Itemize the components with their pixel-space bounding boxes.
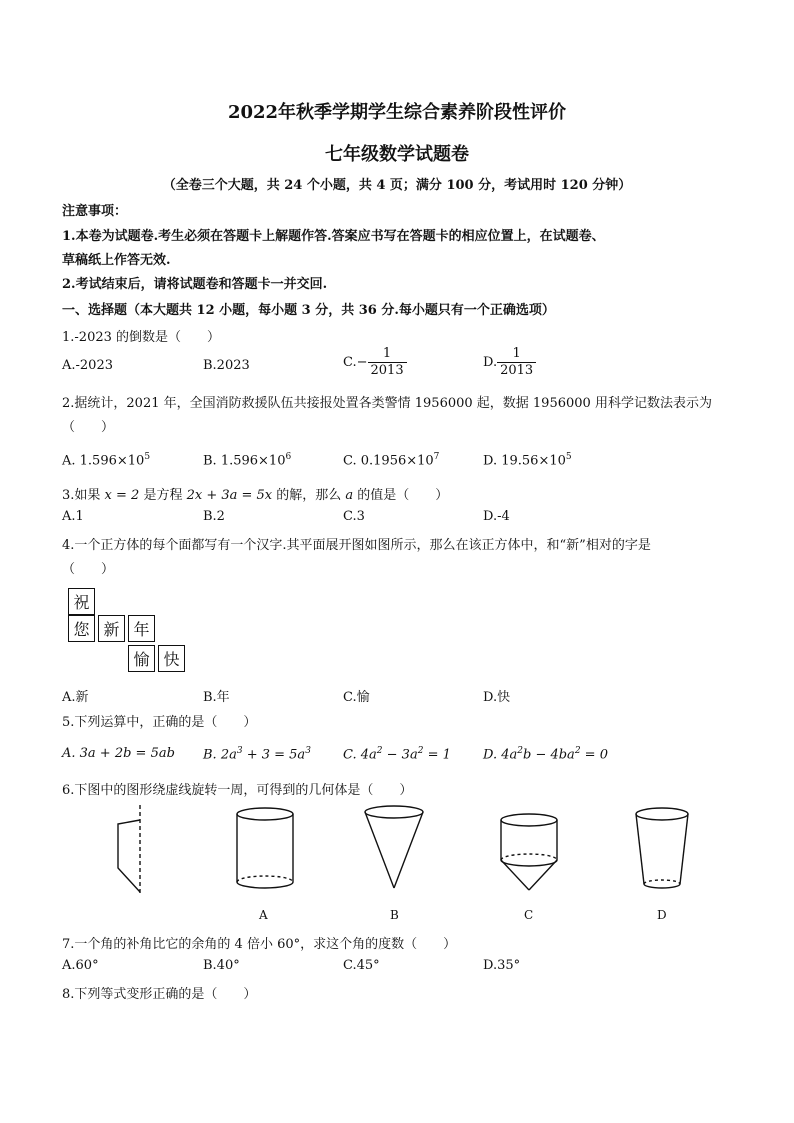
section-heading: 一、选择题（本大题共 12 小题，每小题 3 分，共 36 分.每小题只有一个正确选项） bbox=[62, 303, 555, 318]
question-1-option-d-numerator: 1 bbox=[497, 346, 536, 363]
question-2-option-b: B. $1.596\times 10^6$ bbox=[203, 452, 292, 469]
notice-item-1: 1.本卷为试题卷.考生必须在答题卡上解题作答.答案应书写在答题卡的相应位置上，在试题卷、 bbox=[62, 229, 605, 244]
net-cell-bot-1: 愉 bbox=[128, 645, 155, 672]
question-7-option-d: D.35° bbox=[483, 958, 521, 973]
question-1-option-d-denominator: 2013 bbox=[500, 363, 534, 378]
question-4-option-c: C.愉 bbox=[343, 690, 370, 705]
question-1-option-b: B.2023 bbox=[203, 358, 250, 373]
question-5-option-b: B. $2a^3 + 3 = 5a^3$ bbox=[203, 746, 311, 763]
net-cell-mid-3: 年 bbox=[128, 615, 155, 642]
question-4-stem: 4.一个正方体的每个面都写有一个汉字.其平面展开图如图所示，那么在该正方体中，和“新”相对的字是 bbox=[62, 538, 651, 553]
exam-title: 2022年秋季学期学生综合素养阶段性评价 bbox=[227, 102, 567, 123]
exam-info: （全卷三个大题，共 24 个小题，共 4 页；满分 100 分，考试用时 120 分钟） bbox=[162, 178, 632, 193]
solid-a-label: A bbox=[259, 908, 268, 922]
question-5-option-a: A. 3a + 2b = 5ab bbox=[62, 746, 175, 761]
question-2-stem: 2.据统计，2021 年，全国消防救援队伍共接报处置各类警情 1956000 起，数据 1956000 用科学记数法表示为 bbox=[62, 396, 712, 411]
question-2-option-d: D. $19.56\times 10^5$ bbox=[483, 452, 572, 469]
question-3-option-c: C.3 bbox=[343, 509, 365, 524]
question-3-option-d: D.-4 bbox=[483, 509, 510, 524]
question-4-option-b: B.年 bbox=[203, 690, 230, 705]
question-5-option-d: D. $4a^2b - 4ba^2 = 0$ bbox=[483, 746, 608, 763]
net-cell-mid-1: 您 bbox=[68, 615, 95, 642]
question-7-option-c: C.45° bbox=[343, 958, 380, 973]
question-1-option-a: A.-2023 bbox=[62, 358, 113, 373]
question-4-stem-cont: （ ） bbox=[62, 562, 115, 577]
net-cell-top: 祝 bbox=[68, 588, 95, 615]
solid-c-cylinder-cone bbox=[501, 814, 557, 890]
notice-heading: 注意事项： bbox=[62, 204, 128, 219]
question-2-option-c: C. $0.1956\times 10^7$ bbox=[343, 452, 440, 469]
solid-a-cylinder bbox=[237, 808, 293, 888]
notice-item-1-cont: 草稿纸上作答无效. bbox=[62, 253, 171, 268]
question-7-option-b: B.40° bbox=[203, 958, 240, 973]
notice-item-2: 2.考试结束后，请将试题卷和答题卡一并交回. bbox=[62, 277, 328, 292]
question-2-stem-cont: （ ） bbox=[62, 420, 115, 435]
net-cell-mid-2: 新 bbox=[98, 615, 125, 642]
question-1-option-c-denominator: 2013 bbox=[370, 363, 404, 378]
solid-d-frustum bbox=[636, 808, 688, 888]
question-4-option-a: A.新 bbox=[62, 690, 89, 705]
question-4-option-d: D.快 bbox=[483, 690, 511, 705]
solid-c-label: C bbox=[524, 908, 534, 922]
question-3-option-a: A.1 bbox=[62, 509, 84, 524]
solid-d-label: D bbox=[657, 908, 667, 922]
rotating-shape-figure bbox=[118, 805, 140, 895]
solid-b-cone bbox=[365, 806, 423, 888]
exam-subtitle: 七年级数学试题卷 bbox=[325, 144, 469, 165]
question-3-option-b: B.2 bbox=[203, 509, 225, 524]
question-1-option-d: D. $\frac{1}{2013}$ bbox=[483, 346, 536, 379]
question-6-stem: 6.下图中的图形绕虚线旋转一周，可得到的几何体是（ ） bbox=[62, 783, 413, 798]
question-7-stem: 7.一个角的补角比它的余角的 4 倍小 60°，求这个角的度数（ ） bbox=[62, 937, 457, 952]
question-1-option-c: C.− $\frac{1}{2013}$ bbox=[343, 346, 407, 379]
question-3-stem: 3.如果 x = 2 是方程 2x + 3a = 5x 的解，那么 a 的值是（ ） bbox=[62, 488, 449, 503]
question-2-option-a: A. $1.596\times 10^5$ bbox=[62, 452, 151, 469]
solids-figure bbox=[0, 800, 794, 900]
question-1-option-c-numerator: 1 bbox=[368, 346, 407, 363]
question-5-stem: 5.下列运算中，正确的是（ ） bbox=[62, 715, 257, 730]
question-1-stem: 1.-2023 的倒数是（ ） bbox=[62, 330, 221, 345]
solid-b-label: B bbox=[390, 908, 399, 922]
question-5-option-c: C. $4a^2 - 3a^2 = 1$ bbox=[343, 746, 451, 763]
net-cell-bot-2: 快 bbox=[158, 645, 185, 672]
question-7-option-a: A.60° bbox=[62, 958, 99, 973]
question-8-stem: 8.下列等式变形正确的是（ ） bbox=[62, 987, 257, 1002]
